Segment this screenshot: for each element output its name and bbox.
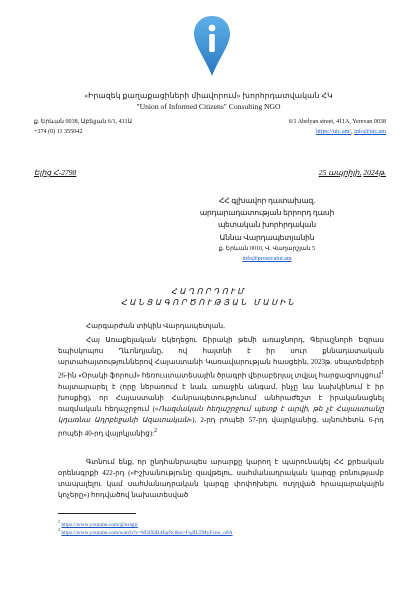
footnote-ref-1: 1 [381, 370, 384, 377]
letter-date [319, 168, 386, 177]
paragraph-1-part-c: »), 2-րդ րոպեի 57-րդ վայրկյանից, այնուհետև 6-րդ րոպեի 40-րդ վայրկյանից): [58, 416, 384, 438]
date-day-month: 25 ապրիլի, [318, 168, 362, 177]
org-logo [192, 14, 232, 78]
document-title: ՀԱՂՈՐԴՈՒՄ [170, 287, 247, 296]
paragraph-1 [58, 335, 384, 440]
footnote-1-link[interactable]: https://www.youtube.com/@oragir [61, 521, 138, 528]
outgoing-number: Ելից Հ-2798 [34, 168, 77, 177]
addressee-postal: ք. Երևան 0010, Վ. Վաղարշյան 5 [218, 245, 316, 252]
addressee-name: Աննա Վարդապետյանին [219, 232, 315, 242]
addressee-rank-2: պետական խորհրդական [217, 220, 317, 230]
org-name-armenian: «Իրազեկ քաղաքացիների միավորում» խորհրդատվական ՀԿ [84, 91, 333, 100]
paragraph-2: Գտնում ենք, որ ընդհանրապես արարքը կարող է պարունակել ՀՀ քրեական օրենսգրքի 422-րդ («Իշխանությունը զավթելու, սահմանադրական կարգը բռնությամբ տապալելու կամ սահմանադրական կարգը փոփոխելու ուղղված հրապարակային կոչերը») հոդվածով նախատեսված [58, 458, 384, 500]
address-english: 6/1 Abelyan street, 411A, Yerevan 0038 [288, 119, 386, 125]
paragraph-1-part-a: Հայ Առաքելական Եկեղեցու Շիրակի թեմի առաջնորդ, Գերաշնորհ Եզրաս եպիսկոպոս Ղևոնդյանը, ով հայտնի է իր սուր քննադատական արտահայտություններով Հայաստանի Կառավարության հասցեին, 2023թ. սեպտեմբերի 26-ին «Օրակի ֆորում» հեռուստատեսային ծրագրի վերաբերյալ տվյալ հարցազրույցում [58, 336, 384, 380]
footnote-2-link[interactable]: https://www.youtube.com/watch?v=M3lXlB4EpNc&si=FqJILTMyFcnu_o8A [61, 529, 233, 536]
footnote-2-number: 2 [58, 527, 60, 532]
addressee-title: ՀՀ գլխավոր դատախազ, [219, 196, 315, 205]
footnote-2 [58, 526, 233, 537]
contact-links: https://uic.am/, info@uic.am [316, 129, 386, 135]
greeting: Հարգարժան տիկին Վարդապետյան, [86, 322, 225, 330]
footnote-ref-2: 2 [154, 428, 158, 435]
phone-number: +374 (0) 11 355042 [34, 129, 83, 135]
footnote-divider [58, 513, 136, 514]
paragraph-1-part-b: հայտարարել է (որը ներառում է նաև առաջին անգամ, ինչը նա նախկինում է իր խոսքից), որ Հայաստանի Հանրապետությունում անհրաժեշտ է իրականացնել ռազմական հեղաշրջում (« [58, 382, 384, 413]
org-name-english: "Union of Informed Citizens" Consulting NGO [136, 102, 281, 111]
paragraph-1-quote: Ռազմական հեղաշրջում պետք է արվի, թե չէ Հայաստանը կդառնա Ադրբեջանի Ազատական [58, 404, 384, 425]
address-armenian: ք. Երևան 0038, Աբելյան 6/1, 411Ա [34, 119, 133, 125]
addressee-email[interactable]: info@prosecutor.am [242, 255, 292, 262]
date-year: 2024թ. [363, 168, 386, 177]
document-subtitle: ՀԱՆՑԱԳՈՐԾՈՒԹՅԱՆ ՄԱՍԻՆ [120, 298, 297, 307]
addressee-block [172, 195, 362, 264]
footnote-1-number: 1 [58, 519, 60, 524]
website-link[interactable]: https://uic.am/ [316, 129, 352, 135]
email-link[interactable]: info@uic.am [354, 129, 386, 135]
addressee-rank: արդարադատության երրորդ դասի [199, 208, 335, 218]
